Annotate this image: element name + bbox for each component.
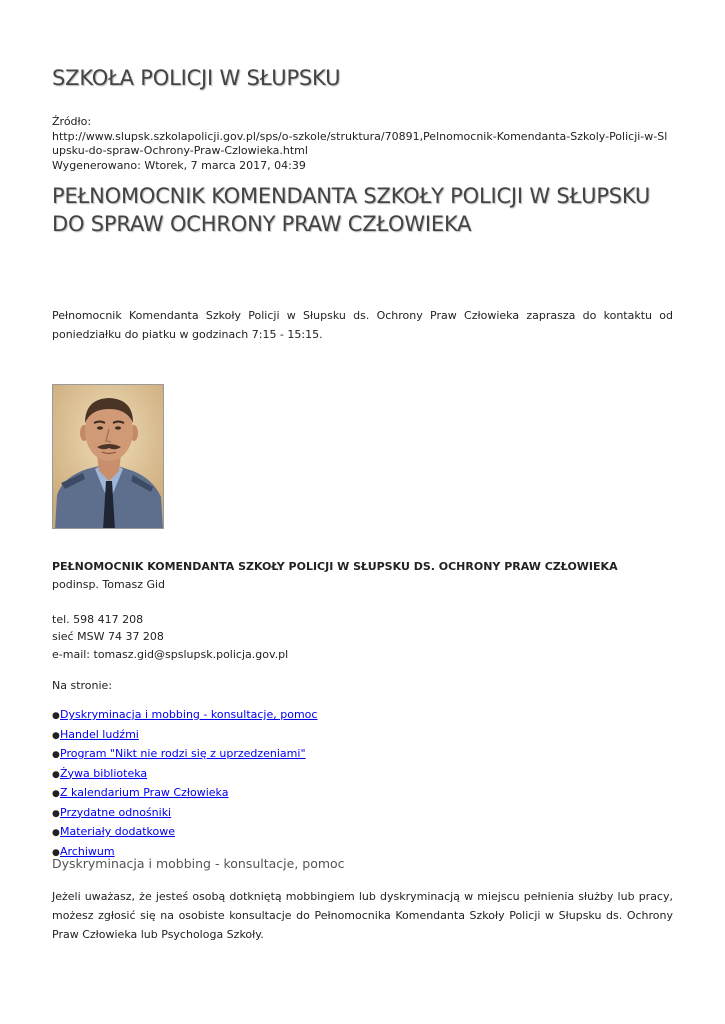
- bullet-icon: ●: [52, 730, 60, 741]
- article-title: PEŁNOMOCNIK KOMENDANTA SZKOŁY POLICJI W SŁUPSKU DO SPRAW OCHRONY PRAW CZŁOWIEKA: [52, 184, 651, 236]
- toc-label: Na stronie:: [52, 679, 113, 692]
- contact-heading: PEŁNOMOCNIK KOMENDANTA SZKOŁY POLICJI W SŁUPSKU DS. OCHRONY PRAW CZŁOWIEKA: [52, 560, 618, 573]
- toc-link-archiwum[interactable]: Archiwum: [60, 844, 115, 858]
- contact-network: sieć MSW 74 37 208: [52, 630, 164, 643]
- bullet-icon: ●: [52, 847, 60, 858]
- bullet-icon: ●: [52, 750, 60, 760]
- intro-paragraph: Pełnomocnik Komendanta Szkoły Policji w Słupsku ds. Ochrony Praw Człowieka zaprasza do kontaktu od poniedziałku do piatku w godzinach 7:15 - 15:15.: [52, 309, 673, 341]
- toc-item: [52, 765, 317, 785]
- toc-link-zywa-biblioteka[interactable]: Żywa biblioteka: [60, 766, 148, 780]
- table-of-contents: [52, 706, 317, 862]
- bullet-icon: ●: [52, 789, 60, 799]
- section-heading: Dyskryminacja i mobbing - konsultacje, pomoc: [52, 856, 345, 871]
- toc-link-dyskryminacja[interactable]: Dyskryminacja i mobbing - konsultacje, pomoc: [60, 708, 318, 721]
- toc-link-przydatne-odnosniki[interactable]: Przydatne odnośniki: [60, 805, 172, 819]
- toc-item: [52, 823, 317, 843]
- bullet-icon: ●: [52, 808, 60, 819]
- toc-item: [52, 804, 317, 824]
- toc-item: [52, 745, 317, 765]
- site-title: SZKOŁA POLICJI W SŁUPSKU: [52, 66, 341, 90]
- bullet-icon: ●: [52, 828, 60, 838]
- toc-link-handel-ludzmi[interactable]: Handel ludźmi: [60, 727, 139, 741]
- toc-link-kalendarium[interactable]: Z kalendarium Praw Człowieka: [60, 786, 229, 799]
- source-label: Źródło:: [52, 115, 92, 128]
- generated-date: Wygenerowano: Wtorek, 7 marca 2017, 04:39: [52, 158, 306, 172]
- officer-portrait-image: [52, 384, 164, 529]
- source-url: http://www.slupsk.szkolapolicji.gov.pl/sps/o-szkole/struktura/70891,Pelnomocnik-Komendanta-Szkoly-Policji-w-Slupsku-do-spraw-Ochrony-Praw-Czlowieka.html: [52, 129, 668, 157]
- document-meta: [52, 115, 673, 173]
- toc-item: [52, 784, 317, 804]
- contact-name: podinsp. Tomasz Gid: [52, 578, 166, 591]
- toc-item: [52, 706, 317, 726]
- contact-phone: tel. 598 417 208: [52, 613, 144, 626]
- contact-email: e-mail: tomasz.gid@spslupsk.policja.gov.pl: [52, 648, 289, 661]
- section-paragraph: Jeżeli uważasz, że jesteś osobą dotkniętą mobbingiem lub dyskryminacją w miejscu pełnienia służby lub pracy, możesz zgłosić się na osobiste konsultacje do Pełnomocnika Komendanta Szkoły Policji w Słupsku ds. Ochrony Praw Człowieka lub Psychologa Szkoły.: [52, 890, 673, 941]
- toc-link-program[interactable]: Program "Nikt nie rodzi się z uprzedzeniami": [60, 747, 306, 760]
- toc-item: [52, 726, 317, 746]
- bullet-icon: ●: [52, 769, 60, 780]
- bullet-icon: ●: [52, 711, 60, 721]
- toc-link-materialy-dodatkowe[interactable]: Materiały dodatkowe: [60, 825, 175, 838]
